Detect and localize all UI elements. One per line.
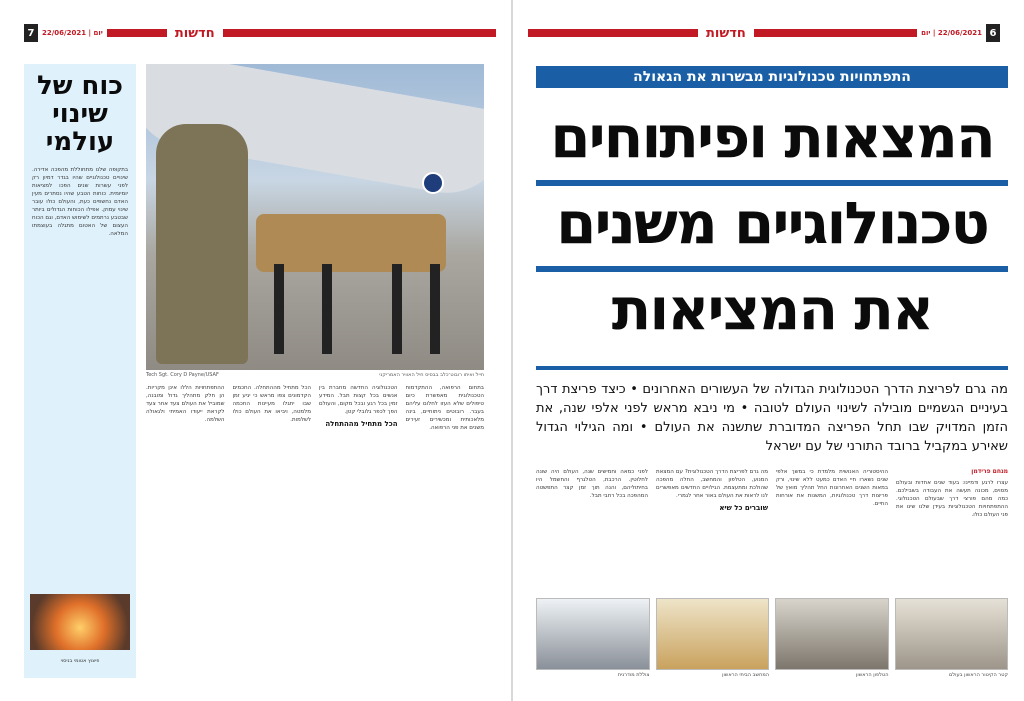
submarine-image: [536, 598, 650, 670]
photo-caption: קטר הקיטור הראשון בעולם: [949, 672, 1008, 678]
section-name: חדשות: [174, 25, 215, 41]
sidebar-title-line: כוח של: [36, 71, 123, 101]
sidebar-title-line: עולמי: [45, 127, 115, 157]
robot-leg: [430, 264, 440, 354]
article-column: [146, 384, 225, 678]
column-text: בתחום הרפואה, ההתקדמות הטכנולוגית מאפשרת כיום טיפולים שלא העזו לחלום עליהם בעבר. רובוטים ניתוחיים, בינה מלאכותית ומכשירים זעירים משנים את פני הרפואה.: [405, 385, 484, 431]
usaf-roundel-icon: [422, 172, 444, 194]
left-article-body: [146, 384, 484, 678]
article-column: [319, 384, 398, 678]
photo-locomotive: [895, 598, 1009, 678]
headline-line: טכנולוגיים משנים: [556, 189, 988, 257]
left-page-header: [24, 24, 496, 42]
spread-spine: [511, 0, 513, 701]
headline-line: את המציאות: [611, 275, 933, 343]
column-text: מה גרם לפריצת הדרך הטכנולוגית? עם המצאת המנוע, הטלפון והמחשב, החלה מהפכה שהולכת ומתעצמת. הגילויים החדשים מאפשרים לנו לראות את העולם באור אחר לגמרי.: [656, 469, 768, 499]
photo-caption: המחשב הביתי הראשון: [722, 672, 769, 678]
column-text: הכל מתחיל מההתחלה. החכמים הקדמונים צפו מראש כי יגיע זמן שבו יתגלו מעיינות החכמה מלמטה, ויביאו את העולם כולו לשלמות.: [232, 385, 311, 423]
telephone-image: [775, 598, 889, 670]
issue-date: 22/06/2021 | יום: [42, 29, 103, 37]
headline-rule: [536, 366, 1008, 370]
header-bar: [107, 29, 167, 37]
subheading: הכל מתחיל מההתחלה: [325, 420, 398, 428]
right-page: [512, 0, 1024, 701]
right-page-header: [528, 24, 1000, 42]
header-bar: [754, 29, 917, 37]
photo-telephone: [775, 598, 889, 678]
locomotive-image: [895, 598, 1009, 670]
computer-image: [656, 598, 770, 670]
author-byline: מנחם פרידמן: [971, 468, 1008, 475]
main-photo-caption: חייל ואיתו רובוט־כלב בבסיס חיל האוויר האמריקני: [379, 372, 484, 378]
photo-caption: הטלפון הראשון: [856, 672, 889, 678]
photo-caption: צוללת מודרנית: [617, 672, 650, 678]
column-text: ההתפתחויות הללו אינן מקריות. הן חלק מתהליך גדול ומובנה, שמוביל את העולם צעד אחר צעד לקראת ייעודו האמיתי ולגאולה השלמה.: [146, 385, 225, 423]
article-column: [406, 384, 485, 678]
sidebar-body: בתקופה שלנו מתחוללת מהפכה אדירה. שינויים טכנולוגיים שהיו בגדר דמיון רק לפני עשרות שנים הפכו למציאות יומיומית. כוחות הטבע שהיו נסתרים מעין האדם נחשפים כעת, והעולם כולו עובר שינוי עמוק. אפילו הכוחות הגדולים ביותר שבטבע נרתמים לשימוש האדם, וגם הכוח העצום של האטום מתגלה בעוצמתו המלאה.: [32, 167, 128, 237]
photo-strip: [536, 598, 1008, 678]
headline-rule: [536, 180, 1008, 186]
column-text: הטכנולוגיה החדשה מחברת בין אנשים בכל קצות תבל. המידע זמין בכל רגע ובכל מקום, והעולם הפך לכפר גלובלי קטן.: [319, 385, 398, 415]
column-text: ההיסטוריה האנושית מלמדת כי במשך אלפי שנים נשארו חיי האדם כמעט ללא שינוי, ורק במאות השנים האחרונות החל תהליך מואץ של פריצות דרך טכנולוגיות, המשנות את אורחות החיים.: [776, 469, 888, 507]
photo-credit: Tech Sgt. Cory D Payne/USAF: [146, 372, 219, 378]
header-bar: [528, 29, 698, 37]
issue-date: 22/06/2021 | יום: [921, 29, 982, 37]
robot-leg: [392, 264, 402, 354]
main-photo: [146, 64, 484, 370]
sidebar-box: [24, 64, 136, 678]
photo-computer: [656, 598, 770, 678]
robot-leg: [322, 264, 332, 354]
subheading: שוברים כל שיא: [719, 504, 768, 512]
column-text: עצרו לרגע ודמיינו: בעוד שנים אחדות ובעולם מסוים, מכונה תעשה את העבודה בשבילכם. כמה מהם פורצי דרך שבעולם הטכנולוגי. ההתפתחויות הטכנולוגיות בעידן שלנו שינו את פני העולם כולו.: [896, 480, 1008, 518]
soldier-figure: [156, 124, 248, 364]
sidebar-title: [24, 64, 136, 156]
page-number: 7: [24, 24, 38, 42]
sidebar-title-line: שינוי: [52, 99, 108, 129]
header-bar: [223, 29, 496, 37]
robot-leg: [274, 264, 284, 354]
sidebar-image-caption: פיצוץ אטומי בניסוי: [60, 658, 100, 664]
section-name: חדשות: [706, 25, 746, 41]
headline-line: המצאות ופיתוחים: [550, 103, 994, 171]
kicker: התפתחויות טכנולוגיות מבשרות את הגאולה: [536, 66, 1008, 88]
headline: [536, 94, 1008, 352]
explosion-image: [30, 594, 130, 650]
robot-dog-figure: [256, 214, 446, 272]
main-photo-caption-row: [146, 372, 484, 378]
column-text: לפני כמאה וחמישים שנה, העולם היה שונה לחלוטין. הרכבת, הטלגרף והחשמל היו בחיתוליהם, והנה תוך זמן קצר התפשטה המהפכה בכל רחבי תבל.: [536, 469, 648, 499]
article-column: [233, 384, 312, 678]
lead-paragraph: מה גרם לפריצת הדרך הטכנולוגית הגדולה של העשורים האחרונים • כיצד פריצת דרך בעיניים הגשמיים מובילה לשינוי העולם לטובה • מי ניבא מראש לפני אלפי שנה, את הזמן המדויק שבו תחל הפריצה המדוברת שתשנה את העולם • ומה הגילוי הגדול שאירע במקביל ברובד התורני של עם ישראל: [536, 382, 1008, 454]
headline-rule: [536, 266, 1008, 272]
photo-submarine: [536, 598, 650, 678]
page-number: 6: [986, 24, 1000, 42]
